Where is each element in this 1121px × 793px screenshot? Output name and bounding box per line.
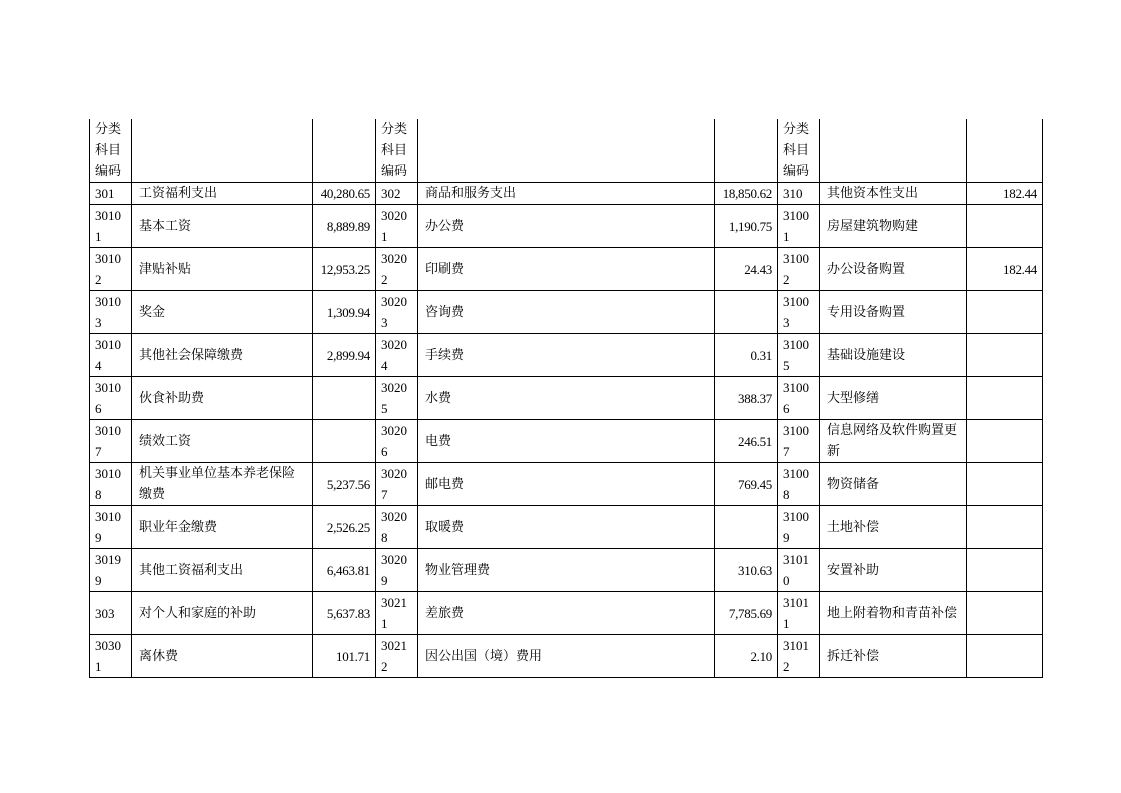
amount-cell-2: 769.45	[715, 463, 778, 506]
code-cell-1: 30107	[90, 420, 132, 463]
name-cell-1: 伙食补助费	[132, 377, 313, 420]
name-cell-2: 咨询费	[418, 291, 715, 334]
name-cell-2: 差旅费	[418, 592, 715, 635]
code-cell-1: 30101	[90, 205, 132, 248]
table-row	[90, 205, 1043, 248]
name-cell-1: 对个人和家庭的补助	[132, 592, 313, 635]
code-cell-2: 30212	[376, 635, 418, 678]
code-cell-3: 31005	[778, 334, 820, 377]
code-cell-3: 31001	[778, 205, 820, 248]
name-cell-3: 土地补偿	[820, 506, 967, 549]
code-cell-1: 301	[90, 183, 132, 205]
name-cell-1: 机关事业单位基本养老保险缴费	[132, 463, 313, 506]
name-cell-2: 办公费	[418, 205, 715, 248]
table-row	[90, 291, 1043, 334]
name-cell-1: 离休费	[132, 635, 313, 678]
amount-cell-3	[967, 377, 1043, 420]
name-cell-2: 邮电费	[418, 463, 715, 506]
name-cell-3: 大型修缮	[820, 377, 967, 420]
name-cell-2: 取暖费	[418, 506, 715, 549]
name-cell-2: 因公出国（境）费用	[418, 635, 715, 678]
code-cell-3: 31003	[778, 291, 820, 334]
code-cell-3: 31010	[778, 549, 820, 592]
amount-cell-2: 0.31	[715, 334, 778, 377]
table-row	[90, 463, 1043, 506]
code-cell-1: 30103	[90, 291, 132, 334]
table-row	[90, 248, 1043, 291]
code-cell-3: 31008	[778, 463, 820, 506]
code-cell-2: 30204	[376, 334, 418, 377]
amount-cell-1: 6,463.81	[313, 549, 376, 592]
table-row	[90, 549, 1043, 592]
table-row	[90, 334, 1043, 377]
amount-cell-3	[967, 334, 1043, 377]
table-row	[90, 592, 1043, 635]
amount-cell-1	[313, 420, 376, 463]
code-cell-3: 31012	[778, 635, 820, 678]
amount-cell-1	[313, 377, 376, 420]
amount-cell-3	[967, 549, 1043, 592]
amount-cell-1: 5,237.56	[313, 463, 376, 506]
amount-cell-3	[967, 205, 1043, 248]
amount-cell-1: 2,526.25	[313, 506, 376, 549]
code-cell-2: 30208	[376, 506, 418, 549]
code-cell-2: 30209	[376, 549, 418, 592]
name-cell-3: 物资储备	[820, 463, 967, 506]
name-cell-2: 水费	[418, 377, 715, 420]
amount-cell-2: 388.37	[715, 377, 778, 420]
code-cell-3: 31006	[778, 377, 820, 420]
name-cell-1: 基本工资	[132, 205, 313, 248]
amount-cell-3	[967, 463, 1043, 506]
code-cell-1: 30199	[90, 549, 132, 592]
amount-cell-2: 246.51	[715, 420, 778, 463]
amount-cell-2: 1,190.75	[715, 205, 778, 248]
code-cell-2: 30201	[376, 205, 418, 248]
table-row	[90, 183, 1043, 205]
name-cell-2: 物业管理费	[418, 549, 715, 592]
amount-cell-1: 101.71	[313, 635, 376, 678]
code-cell-2: 302	[376, 183, 418, 205]
code-cell-2: 30207	[376, 463, 418, 506]
code-cell-3: 310	[778, 183, 820, 205]
name-cell-1: 其他社会保障缴费	[132, 334, 313, 377]
name-header-2	[418, 119, 715, 183]
code-cell-2: 30206	[376, 420, 418, 463]
amount-cell-2	[715, 506, 778, 549]
name-cell-2: 商品和服务支出	[418, 183, 715, 205]
amount-cell-3	[967, 291, 1043, 334]
code-cell-1: 30104	[90, 334, 132, 377]
amount-cell-1: 12,953.25	[313, 248, 376, 291]
table-row	[90, 420, 1043, 463]
code-cell-2: 30211	[376, 592, 418, 635]
code-cell-3: 31011	[778, 592, 820, 635]
amount-cell-1: 40,280.65	[313, 183, 376, 205]
header-row	[90, 119, 1043, 183]
name-cell-3: 房屋建筑物购建	[820, 205, 967, 248]
amount-cell-2: 24.43	[715, 248, 778, 291]
amount-cell-2	[715, 291, 778, 334]
name-cell-2: 手续费	[418, 334, 715, 377]
amount-cell-1: 2,899.94	[313, 334, 376, 377]
code-cell-3: 31002	[778, 248, 820, 291]
name-cell-3: 其他资本性支出	[820, 183, 967, 205]
amount-cell-2: 310.63	[715, 549, 778, 592]
name-cell-2: 电费	[418, 420, 715, 463]
name-cell-1: 绩效工资	[132, 420, 313, 463]
name-cell-3: 信息网络及软件购置更新	[820, 420, 967, 463]
name-cell-3: 专用设备购置	[820, 291, 967, 334]
table-row	[90, 635, 1043, 678]
amount-cell-1: 5,637.83	[313, 592, 376, 635]
name-cell-1: 工资福利支出	[132, 183, 313, 205]
code-header-2: 分类科目编码	[376, 119, 418, 183]
code-cell-1: 303	[90, 592, 132, 635]
amount-header-3	[967, 119, 1043, 183]
amount-cell-3	[967, 635, 1043, 678]
code-cell-2: 30202	[376, 248, 418, 291]
amount-header-1	[313, 119, 376, 183]
amount-cell-2: 18,850.62	[715, 183, 778, 205]
name-header-1	[132, 119, 313, 183]
table-row	[90, 377, 1043, 420]
budget-expense-table	[89, 119, 1043, 678]
amount-cell-3: 182.44	[967, 183, 1043, 205]
name-cell-1: 奖金	[132, 291, 313, 334]
amount-cell-2: 2.10	[715, 635, 778, 678]
code-cell-2: 30203	[376, 291, 418, 334]
code-cell-1: 30108	[90, 463, 132, 506]
amount-cell-2: 7,785.69	[715, 592, 778, 635]
name-header-3	[820, 119, 967, 183]
code-header-1: 分类科目编码	[90, 119, 132, 183]
amount-cell-1: 8,889.89	[313, 205, 376, 248]
name-cell-3: 安置补助	[820, 549, 967, 592]
name-cell-1: 其他工资福利支出	[132, 549, 313, 592]
code-cell-3: 31007	[778, 420, 820, 463]
code-cell-1: 30106	[90, 377, 132, 420]
code-cell-3: 31009	[778, 506, 820, 549]
name-cell-3: 办公设备购置	[820, 248, 967, 291]
amount-cell-3	[967, 592, 1043, 635]
amount-header-2	[715, 119, 778, 183]
code-cell-1: 30109	[90, 506, 132, 549]
name-cell-1: 职业年金缴费	[132, 506, 313, 549]
code-cell-2: 30205	[376, 377, 418, 420]
amount-cell-3: 182.44	[967, 248, 1043, 291]
amount-cell-3	[967, 420, 1043, 463]
amount-cell-3	[967, 506, 1043, 549]
amount-cell-1: 1,309.94	[313, 291, 376, 334]
name-cell-3: 基础设施建设	[820, 334, 967, 377]
code-cell-1: 30102	[90, 248, 132, 291]
code-header-3: 分类科目编码	[778, 119, 820, 183]
name-cell-1: 津贴补贴	[132, 248, 313, 291]
code-cell-1: 30301	[90, 635, 132, 678]
name-cell-3: 拆迁补偿	[820, 635, 967, 678]
name-cell-3: 地上附着物和青苗补偿	[820, 592, 967, 635]
table-row	[90, 506, 1043, 549]
name-cell-2: 印刷费	[418, 248, 715, 291]
